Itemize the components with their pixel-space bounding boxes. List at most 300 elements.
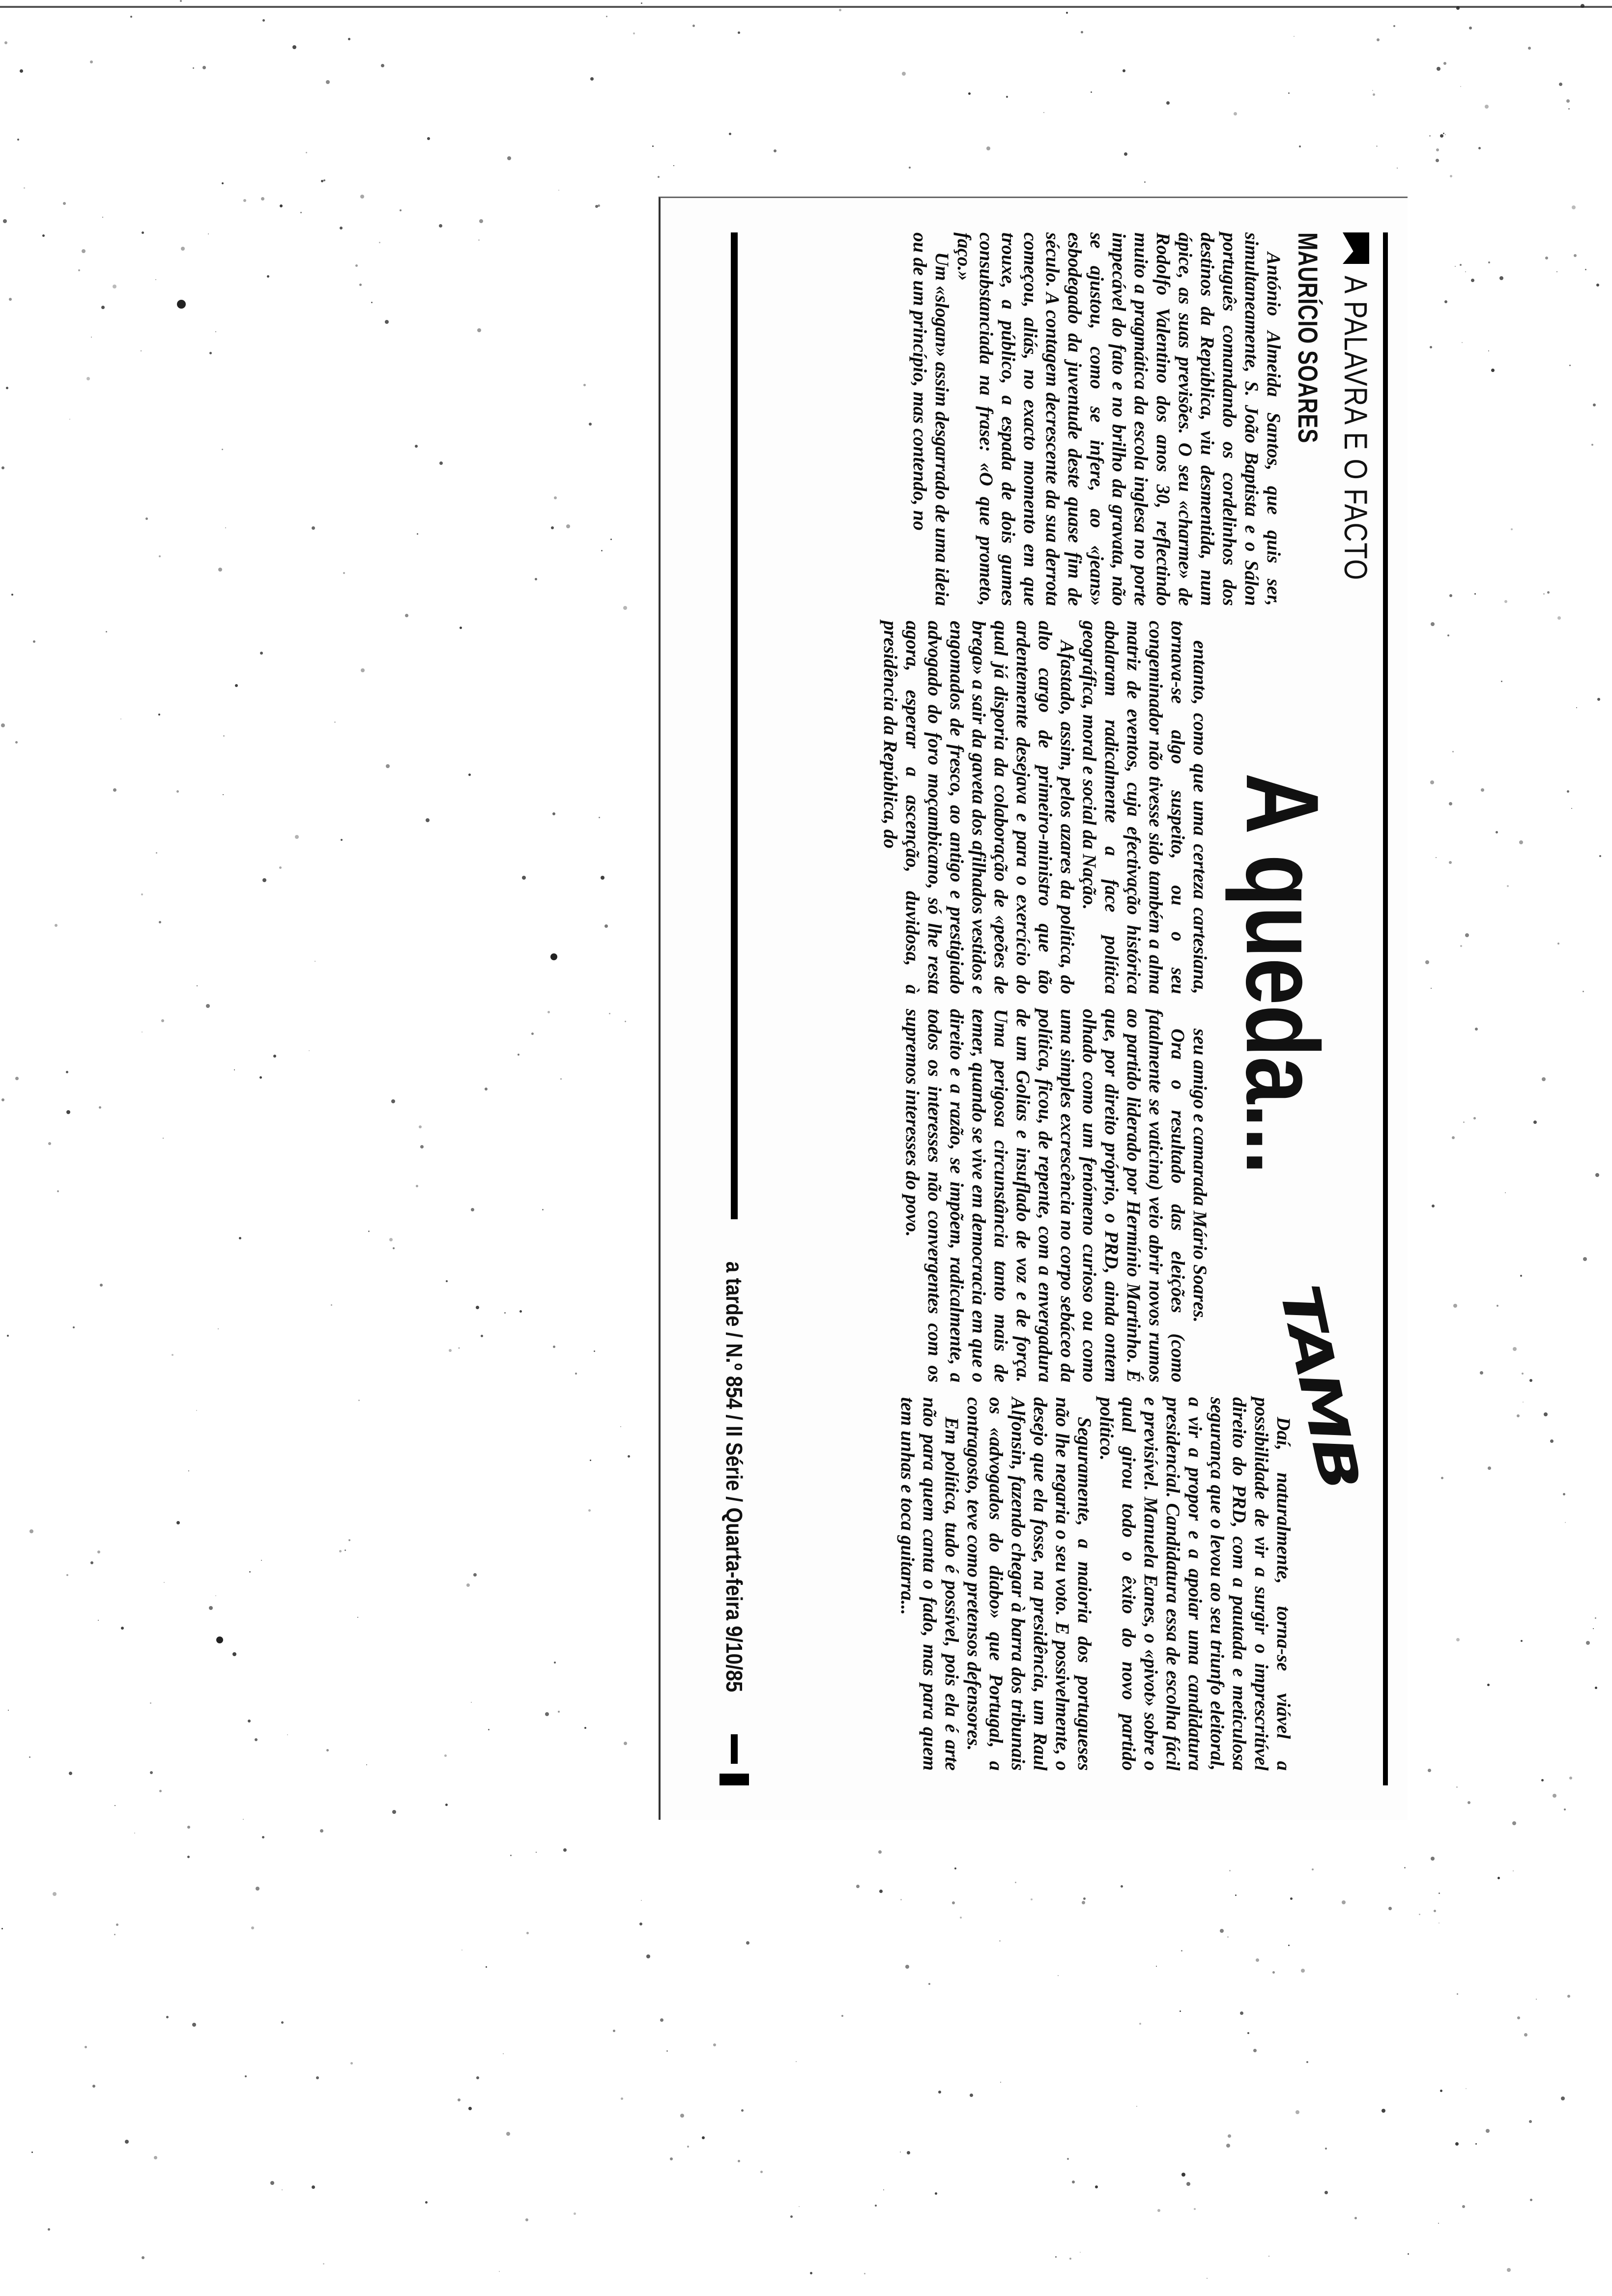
scan-speck (15, 741, 18, 744)
scan-speck (192, 2023, 196, 2027)
paragraph: Em política, tudo é possível, pois ela é arte não para quem canta o fado, mas para quem tem unhas e toca guitarra... (897, 1397, 962, 1771)
scan-speck (468, 2107, 472, 2110)
scan-speck (142, 2256, 144, 2259)
scan-speck (1288, 1945, 1290, 1946)
scan-speck (883, 2189, 884, 2190)
scan-speck (33, 640, 35, 643)
scan-speck (426, 818, 430, 822)
scan-speck (196, 1410, 197, 1411)
scan-speck (270, 2181, 274, 2185)
scan-speck (1123, 69, 1125, 72)
scan-speck (1438, 2223, 1439, 2224)
scan-speck (601, 550, 603, 551)
scan-speck (1166, 101, 1170, 105)
scan-speck (1480, 1371, 1483, 1375)
scan-speck (1505, 1192, 1506, 1193)
scan-speck (1431, 622, 1435, 626)
scan-speck (1376, 145, 1378, 147)
scan-speck (159, 1790, 162, 1792)
scan-speck (1181, 1950, 1182, 1952)
scan-speck (468, 774, 471, 776)
scan-speck (1295, 2110, 1299, 2114)
scan-speck (1253, 2049, 1257, 2052)
scan-speck (1568, 108, 1570, 110)
scan-speck (473, 1573, 477, 1577)
paragraph: António Almeida Santos, que quis ser, simultaneamente, S. João Baptista e o Sálon português comandando os cordelinhos dos destinos da República, viu desmentida, num ápice, as suas previsões. O seu «charme» de Rodolfo Valentino dos anos 30, reflectindo muito a pragmática da escola inglesa no porte impecável do fato e no brilho da gravata, não se ajustou, como se infere, ao «jeans» esbodegado da juventude deste quase fim de século. A contagem decrescente da sua derrota começou, aliás, no exacto momento em que trouxe, a público, a espada de dois gumes consubstanciada na frase: «O que prometo, faço.» (953, 232, 1284, 606)
scan-speck (309, 1050, 310, 1051)
scan-speck (1180, 2010, 1181, 2012)
scan-speck (481, 1335, 483, 1337)
scan-speck (503, 2053, 504, 2054)
scan-speck (968, 92, 971, 95)
scan-speck (1536, 1999, 1537, 2000)
scan-speck (1439, 1893, 1440, 1894)
scan-speck (810, 2272, 812, 2274)
scan-speck (1404, 1867, 1406, 1868)
scan-speck (525, 2218, 528, 2221)
scan-speck (306, 152, 307, 153)
scan-speck (1015, 1882, 1016, 1883)
scan-speck (31, 2152, 33, 2153)
scan-speck (427, 137, 430, 140)
scan-speck (499, 2271, 500, 2272)
scan-speck (1520, 1275, 1522, 1277)
scan-speck (1443, 62, 1446, 65)
scan-speck (506, 2132, 510, 2136)
scan-speck (1557, 616, 1561, 620)
scan-speck (1478, 147, 1481, 149)
scan-speck (900, 1899, 902, 1900)
scan-speck (610, 539, 612, 540)
scan-speck (1557, 943, 1559, 945)
scan-speck (323, 179, 325, 181)
scan-speck (1463, 1121, 1465, 1123)
scan-speck (1529, 2120, 1532, 2123)
scan-speck (558, 1711, 560, 1713)
scan-speck (1456, 6, 1460, 10)
scan-speck (1312, 1868, 1314, 1870)
scan-speck (1186, 2182, 1190, 2186)
scan-speck (1487, 1684, 1490, 1686)
scan-speck (954, 1867, 956, 1869)
scan-speck (416, 1185, 418, 1187)
scan-speck (243, 1819, 244, 1820)
scan-speck (1481, 788, 1484, 792)
scan-speck (1497, 1305, 1498, 1307)
scan-speck (345, 1550, 346, 1551)
scan-speck (545, 1712, 549, 1716)
scan-speck (1581, 4, 1584, 8)
scan-speck (1523, 1402, 1524, 1403)
scan-speck (1499, 276, 1503, 280)
scan-speck (1569, 1777, 1572, 1779)
scan-speck (1207, 2278, 1208, 2279)
handwritten-annotation: TAMB (1267, 1279, 1372, 1493)
scan-speck (159, 921, 161, 923)
scan-speck (552, 812, 555, 815)
scan-speck (839, 9, 841, 11)
scan-speck (935, 2192, 937, 2195)
scan-speck (1440, 2090, 1442, 2092)
scan-speck (1227, 1936, 1229, 1938)
scan-speck (1517, 2016, 1520, 2019)
scan-speck (312, 526, 315, 530)
scan-speck (3, 219, 7, 223)
scan-speck (316, 2076, 319, 2079)
scan-speck (774, 149, 777, 152)
scan-speck (1031, 1898, 1033, 1900)
scan-speck (166, 2016, 169, 2018)
scan-speck (1436, 148, 1439, 151)
publication-line: a tarde / N.º 854 / II Série / Quarta-feira 9/10/85 (721, 1261, 747, 1693)
scan-speck (461, 1950, 462, 1951)
scan-speck (1428, 1769, 1431, 1772)
scan-speck (159, 555, 161, 557)
scan-speck (510, 1855, 512, 1856)
scan-speck (256, 1887, 259, 1891)
paragraph: Seguramente, a maioria dos portugueses não lhe negaria o seu voto. E possivelmente, o desejo que ela fosse, na presidência, um Raul Alfonsin, fazendo chegar à barra dos tribunais os «advogados do diabo» que Portugal, a contragosto, teve como pretensos defensores. (963, 1397, 1095, 1771)
scan-speck (563, 1848, 567, 1852)
scan-speck (1294, 36, 1295, 37)
scan-speck (249, 1571, 251, 1573)
paragraph: seu amigo e camarada Mário Soares. (1189, 1029, 1210, 1323)
scan-speck (738, 2160, 740, 2162)
scan-speck (235, 684, 238, 687)
scan-speck (1511, 528, 1513, 530)
scan-speck (1507, 2268, 1511, 2272)
footer-bar (715, 232, 754, 1785)
scan-speck (85, 2046, 87, 2048)
article-headline: A queda... (1225, 773, 1340, 1175)
scan-speck (82, 249, 86, 253)
scan-speck (292, 45, 296, 49)
scan-speck (692, 25, 695, 27)
scan-speck (1512, 1821, 1516, 1825)
scan-speck (536, 1852, 537, 1853)
scan-speck (459, 1348, 460, 1349)
scan-speck (1521, 1640, 1523, 1642)
scan-speck (1430, 346, 1432, 348)
scan-speck (215, 331, 216, 332)
paragraph: Ora o resultado das eleições (como fatalmente se vaticina) veio abrir novos rumos ao partido liderado por Hermínio Martinho. É que, por direito próprio, o PRD, ainda ontem olhado como um fenómeno curioso ou como uma simples excrescência no corpo sebáceo da política, ficou, de repente, com a envergadura de um Golias e insuflado de voz e de força. Uma perigosa circunstância tanto mais de temer, quando se vive em democracia em que o direito e a razão, se impõem, radicalmente, a todos os interesses não convergentes com os supremos interesses do povo. (902, 1009, 1188, 1382)
scan-speck (1247, 2032, 1249, 2034)
scan-speck (446, 1280, 448, 1282)
scan-speck (1342, 1900, 1346, 1904)
scan-speck (628, 1455, 630, 1458)
scan-speck (584, 1727, 586, 1729)
footer-rule (731, 1734, 738, 1764)
scan-speck (1595, 1617, 1596, 1619)
scan-speck (488, 1729, 489, 1730)
scan-speck (1530, 2199, 1532, 2201)
scan-speck (639, 1923, 642, 1925)
scan-speck (604, 924, 608, 928)
scan-speck (181, 247, 185, 251)
scan-speck (156, 852, 157, 854)
scan-speck (738, 31, 740, 34)
scan-speck (262, 1836, 264, 1838)
scan-speck (575, 1373, 577, 1375)
scan-speck (348, 1539, 350, 1541)
scan-speck (141, 893, 143, 895)
scan-speck (295, 835, 299, 839)
scan-speck (7, 1335, 9, 1337)
scan-speck (29, 1529, 33, 1533)
scan-speck (1569, 365, 1571, 366)
scan-speck (150, 1702, 151, 1704)
scan-speck (239, 1237, 241, 1239)
scan-speck (1324, 2191, 1328, 2194)
scan-speck (357, 1617, 358, 1618)
scan-speck (341, 839, 343, 841)
scan-speck (551, 526, 554, 529)
scan-speck (1444, 300, 1447, 303)
scan-speck (202, 66, 206, 69)
scan-speck (741, 2109, 744, 2112)
scan-speck (339, 1550, 342, 1552)
scan-speck (460, 627, 462, 629)
scan-speck (90, 1561, 93, 1564)
scan-speck (155, 279, 156, 280)
scan-speck (98, 1620, 99, 1621)
scan-speck (234, 1069, 235, 1070)
scan-speck (620, 1426, 621, 1427)
scan-speck (1474, 593, 1476, 595)
scan-speck (1564, 1808, 1566, 1810)
scan-speck (1452, 751, 1454, 752)
scan-speck (1425, 960, 1429, 964)
scan-speck (187, 1856, 190, 1858)
scan-speck (215, 1595, 216, 1596)
scan-speck (507, 156, 511, 160)
scan-speck (193, 67, 194, 69)
scan-speck (243, 199, 246, 202)
scan-speck (197, 985, 198, 986)
scan-speck (420, 1145, 424, 1148)
scan-speck (713, 2043, 716, 2046)
scan-speck (864, 2273, 865, 2274)
scan-speck (621, 2097, 623, 2100)
scan-speck (42, 234, 45, 237)
scan-speck (1586, 1641, 1590, 1645)
scan-speck (1465, 933, 1469, 937)
scan-speck (624, 1742, 627, 1745)
scan-speck (326, 1749, 329, 1751)
paragraph: entanto, como que uma certeza cartesiana, tornava-se algo suspeito, ou o seu congeminador não tivesse sido também a alma matriz de eventos, cuja efectivação histórica abalaram radicalmente a face política geográfica, moral e social da Nação. (1079, 621, 1210, 994)
scan-speck (519, 1310, 522, 1313)
paragraph: Um «slogan» assim desgarrado de uma ideia ou de um princípio, mas contendo, no (909, 232, 952, 606)
scan-speck (1501, 681, 1502, 682)
scan-speck (1462, 2205, 1465, 2208)
scan-speck (273, 1055, 276, 1058)
scan-speck (187, 1826, 190, 1829)
scan-speck (1475, 2143, 1477, 2145)
scan-speck (188, 1470, 189, 1471)
paragraph: Daí, naturalmente, torna-se viável a possibilidade de vir a surgir o imprescritível direito do PRD, com a pautada e meticulosa segurança que o levou ao seu triunfo eleitoral, a vir a propor e a apoiar uma candidatura presidencial. Candidatura essa de escolha fácil e previsível. Manuela Eanes, o «pivot» sobre o qual girou todo o êxito do novo partido político. (1096, 1397, 1294, 1771)
scan-speck (1228, 2134, 1231, 2138)
scan-speck (547, 1011, 550, 1013)
scan-speck (232, 1652, 236, 1656)
scan-speck (601, 876, 604, 880)
scan-speck (1497, 1877, 1500, 1879)
scan-speck (312, 2185, 315, 2189)
scan-speck (1240, 2011, 1243, 2015)
scan-speck (1058, 1975, 1059, 1976)
scan-speck (279, 866, 282, 869)
scan-speck (1436, 159, 1439, 162)
scan-speck (1373, 93, 1375, 96)
scan-speck (1268, 2256, 1269, 2257)
scan-speck (53, 1892, 57, 1896)
scan-speck (554, 496, 557, 499)
scan-speck (1595, 1173, 1599, 1177)
scan-speck (1354, 2217, 1357, 2219)
scan-speck (6, 387, 8, 389)
article-column-2 (879, 621, 1211, 994)
scan-speck (1095, 2185, 1098, 2188)
scan-speck (1301, 1969, 1305, 1973)
scan-speck (361, 668, 365, 672)
scan-speck (359, 284, 362, 286)
scan-speck (560, 1078, 562, 1080)
scan-speck (658, 176, 660, 178)
scan-speck (381, 64, 384, 67)
scan-speck (790, 2215, 793, 2218)
scan-speck (1567, 1995, 1570, 1998)
scan-speck (1397, 168, 1398, 169)
scan-speck (1488, 1466, 1491, 1470)
scan-speck (261, 1560, 262, 1561)
scan-speck (154, 2156, 157, 2159)
scan-speck (1504, 600, 1507, 603)
scan-speck (106, 631, 107, 632)
scan-speck (161, 1019, 164, 1022)
scan-speck (73, 1326, 75, 1328)
scan-speck (176, 1521, 180, 1524)
footer-rule (731, 232, 738, 1219)
scan-speck (4, 41, 7, 44)
scan-speck (1457, 1993, 1458, 1995)
scan-speck (262, 19, 265, 22)
scan-speck (125, 2140, 129, 2144)
scan-speck (1288, 92, 1290, 94)
scan-speck (209, 352, 212, 354)
scan-speck (1542, 1077, 1546, 1081)
scan-speck (251, 1926, 254, 1929)
scan-speck (670, 2157, 673, 2160)
scan-speck (1290, 1897, 1293, 1900)
scan-speck (66, 1071, 68, 1073)
scan-speck (1466, 2088, 1467, 2089)
scan-speck (1082, 1901, 1085, 1904)
article-column-3 (901, 1009, 1211, 1382)
scan-speck (172, 1354, 173, 1356)
scan-speck (24, 187, 25, 189)
footer-rule-end (720, 1774, 749, 1785)
scan-speck (69, 419, 70, 420)
scan-speck (583, 384, 586, 386)
scan-speck (1583, 1257, 1587, 1261)
scan-speck (1468, 1801, 1470, 1804)
scan-speck (660, 2018, 663, 2022)
scan-speck (444, 1754, 447, 1757)
scan-speck (1157, 2209, 1160, 2212)
scan-speck (393, 1247, 395, 1249)
scan-speck (1156, 1966, 1157, 1967)
scan-speck (176, 790, 179, 793)
scan-speck (1574, 254, 1577, 257)
scan-speck (1043, 112, 1044, 113)
scan-speck (1299, 145, 1301, 147)
scan-speck (1550, 1439, 1554, 1443)
scan-speck (1450, 175, 1452, 177)
scan-speck (177, 300, 186, 309)
scan-speck (400, 209, 402, 211)
scan-speck (1507, 885, 1509, 887)
scan-speck (358, 1400, 360, 1401)
scan-speck (646, 1954, 650, 1958)
scan-speck (1272, 1971, 1275, 1974)
scan-speck (1139, 2023, 1141, 2025)
scan-speck (1194, 2208, 1196, 2210)
scan-speck (63, 202, 66, 205)
scan-speck (1597, 698, 1600, 701)
scan-speck (1235, 1894, 1237, 1896)
scan-speck (86, 377, 90, 380)
scan-speck (99, 1106, 101, 1109)
scan-speck (1517, 1414, 1520, 1417)
scan-speck (1595, 1687, 1597, 1689)
scan-speck (1559, 83, 1562, 86)
scan-speck (595, 205, 598, 208)
scan-speck (1072, 2181, 1075, 2183)
scan-speck (1566, 99, 1570, 103)
scan-speck (1455, 266, 1456, 267)
scan-speck (1571, 808, 1572, 809)
scan-speck (389, 1238, 393, 1241)
scan-speck (287, 1734, 288, 1735)
scan-speck (574, 2212, 576, 2215)
scan-speck (415, 445, 418, 448)
scan-speck (218, 568, 222, 572)
scan-speck (729, 133, 731, 135)
scan-speck (609, 1013, 610, 1014)
scan-speck (262, 878, 266, 882)
scan-speck (471, 1702, 472, 1703)
scan-speck (1567, 790, 1569, 793)
scan-speck (150, 1771, 153, 1774)
scan-speck (960, 1917, 962, 1919)
scan-speck (902, 72, 906, 76)
scan-speck (1430, 780, 1434, 784)
scan-speck (1593, 403, 1596, 406)
scan-speck (223, 794, 224, 795)
scan-speck (1121, 1885, 1123, 1888)
scan-speck (599, 817, 600, 818)
scan-speck (518, 1054, 519, 1056)
scan-speck (1429, 135, 1431, 137)
scan-speck (476, 1306, 479, 1309)
scan-speck (1460, 945, 1462, 947)
scan-speck (350, 2062, 353, 2065)
scan-speck (1533, 1120, 1537, 1124)
scan-speck (1585, 269, 1586, 270)
scan-speck (1372, 90, 1373, 91)
scan-speck (1496, 831, 1498, 833)
scan-speck (225, 527, 226, 528)
scan-speck (1432, 1205, 1435, 1207)
scan-speck (550, 953, 557, 960)
